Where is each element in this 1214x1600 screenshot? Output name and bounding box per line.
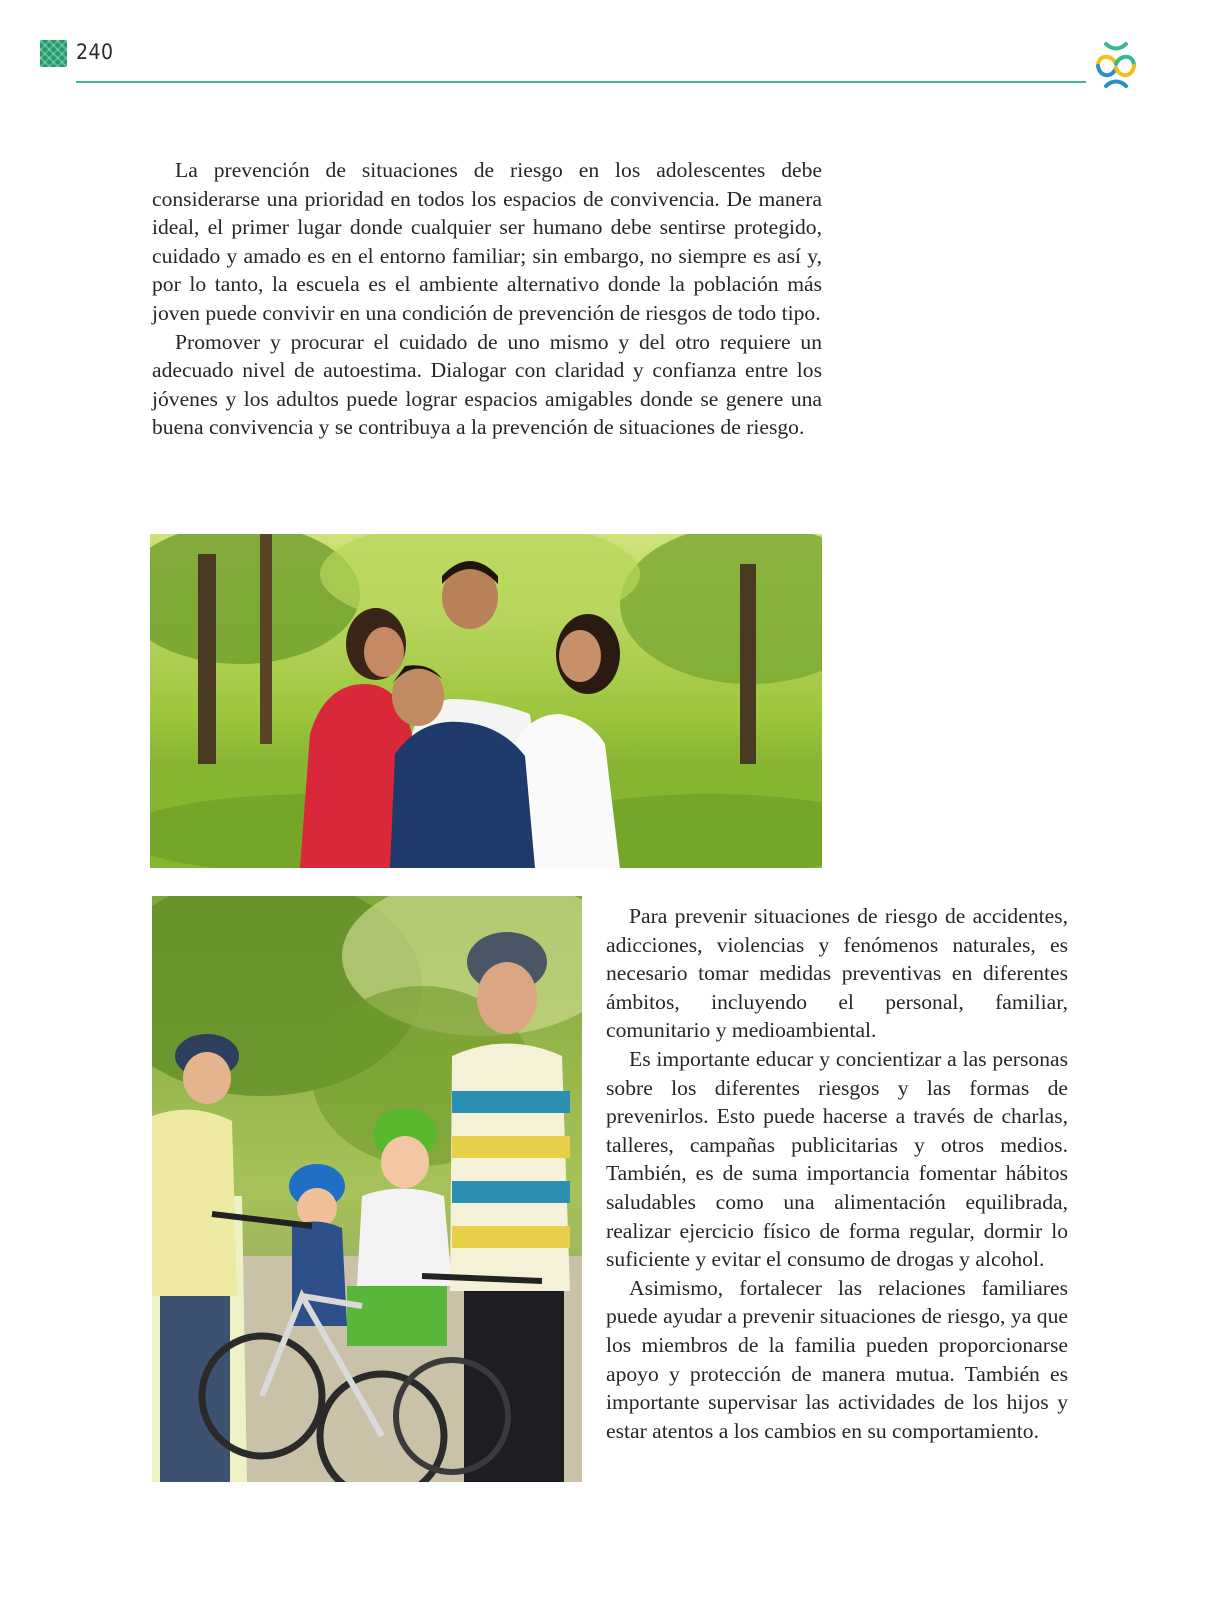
- page-header: [0, 0, 1214, 110]
- interlocked-rings-logo-icon: [1092, 40, 1140, 88]
- side-paragraph-1: Para prevenir situaciones de riesgo de accidentes, adicciones, violencias y fenómenos naturales, es necesario tomar medidas preventivas en diferentes ámbitos, incluyendo el personal, familiar, comunitario y medioambiental.: [606, 904, 1068, 1043]
- cyclists-photo: [152, 896, 582, 1482]
- page-number: 240: [76, 40, 114, 64]
- header-divider: [76, 81, 1086, 83]
- page-badge-icon: [40, 40, 67, 67]
- side-paragraph-3: Asimismo, fortalecer las relaciones familiares puede ayudar a prevenir situaciones de riesgo, ya que los miembros de la familia pueden proporcionarse apoyo y protección de manera mutua. También es importante supervisar las actividades de los hijos y estar atentos a los cambios en su comportamiento.: [606, 1275, 1068, 1443]
- side-paragraph-2: Es importante educar y concientizar a las personas sobre los diferentes riesgos y las formas de prevenirlos. Esto puede hacerse a través de charlas, talleres, campañas publicitarias y otros medios. También, es de suma importancia fomentar hábitos saludables como una alimentación equilibrada, realizar ejercicio físico de forma regular, dormir lo suficiente y evitar el consumo de drogas y alcohol.: [606, 1046, 1068, 1272]
- intro-paragraph-1: La prevención de situaciones de riesgo en los adolescentes debe considerarse una prioridad en todos los espacios de convivencia. De manera ideal, el primer lugar donde cualquier ser humano debe sentirse protegido, cuidado y amado es en el entorno familiar; sin embargo, no siempre es así y, por lo tanto, la escuela es el ambiente alternativo donde la población más joven puede convivir en una condición de prevención de riesgos de todo tipo.: [152, 158, 822, 325]
- intro-text: [152, 156, 822, 442]
- family-photo: [150, 534, 822, 868]
- side-text: [606, 902, 1068, 1445]
- intro-paragraph-2: Promover y procurar el cuidado de uno mismo y del otro requiere un adecuado nivel de autoestima. Dialogar con claridad y confianza entre los jóvenes y los adultos puede lograr espacios amigables donde se genere una buena convivencia y se contribuya a la prevención de situaciones de riesgo.: [152, 329, 822, 440]
